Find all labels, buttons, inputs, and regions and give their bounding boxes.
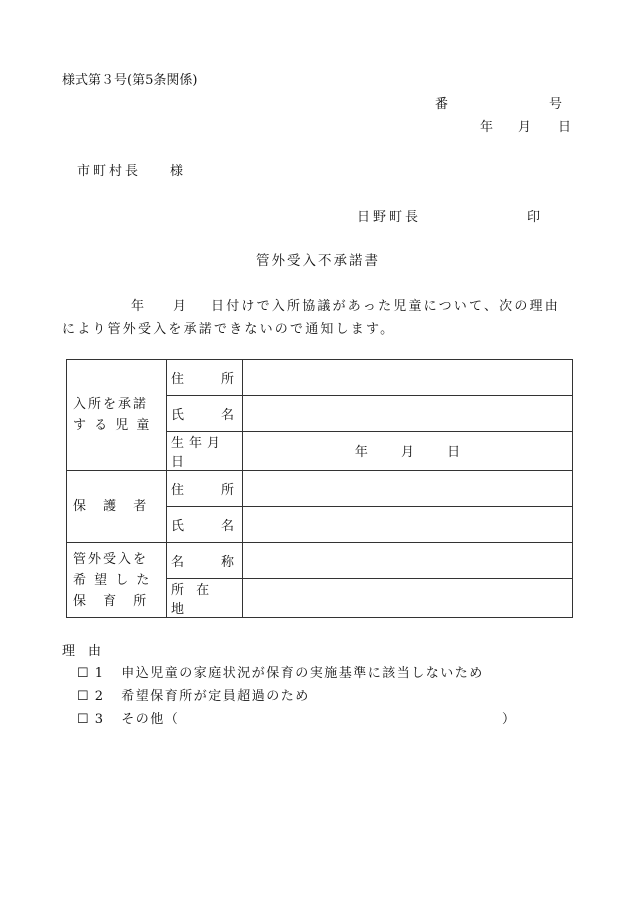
date-day: 日: [558, 120, 572, 135]
sender-name: 日野町長: [357, 210, 422, 225]
table-row: [67, 360, 573, 396]
location-label: 所 在 地: [167, 579, 243, 618]
body-text-line1: 日付けで入所協議があった児童について、次の理由: [211, 299, 560, 314]
reason-text-2: 希望保育所が定員超過のため: [121, 689, 310, 704]
name-label-a: 氏: [171, 519, 185, 534]
address-label-a: 住: [171, 372, 185, 387]
number-label: 番: [435, 97, 449, 112]
guardian-address-field[interactable]: [243, 471, 573, 507]
name-label-b: 名: [220, 519, 234, 534]
child-group-line2: す る 児 童: [73, 418, 152, 433]
facility-name-label: [167, 543, 243, 579]
body-month: 月: [173, 299, 187, 314]
reason-item-1: [77, 662, 484, 681]
nursery-group-line1: 管外受入を: [73, 551, 149, 567]
child-name-label: [167, 396, 243, 432]
child-dob-field[interactable]: [243, 432, 573, 471]
reason-item-2: [77, 685, 310, 704]
guardian-address-label: [167, 471, 243, 507]
guardian-name-label: [167, 507, 243, 543]
reason-checkbox-2[interactable]: ☐: [77, 689, 89, 704]
date-month: 月: [518, 120, 532, 135]
dob-day: 日: [447, 445, 461, 460]
child-address-field[interactable]: [243, 360, 573, 396]
facility-label-b: 称: [220, 555, 234, 570]
facility-label-a: 名: [171, 555, 185, 570]
reason-num-1: 1: [94, 666, 104, 681]
table-row: [67, 471, 573, 507]
facility-name-field[interactable]: [243, 543, 573, 579]
reason-item-3: [77, 708, 179, 727]
body-year: 年: [131, 299, 145, 314]
body-text-line2: により管外受入を承諾できないので通知します。: [62, 322, 396, 337]
table-row: [67, 543, 573, 579]
nursery-group-line3: 保 育 所: [73, 593, 147, 609]
reason-num-3: 3: [94, 712, 104, 727]
addressee-mayor: 市町村長: [77, 164, 142, 179]
reason-text-3: その他（: [121, 712, 180, 727]
guardian-group-text: 保 護 者: [73, 499, 147, 514]
child-group-line1: 入所を承諾: [73, 397, 149, 412]
nursery-group-line2: 希 望 し た: [73, 572, 152, 588]
reason-other-close: ）: [502, 712, 516, 727]
dob-year: 年: [354, 445, 368, 460]
child-address-label: [167, 360, 243, 396]
child-group-label: [67, 360, 167, 471]
name-label-a: 氏: [171, 408, 185, 423]
guardian-group-label: [67, 471, 167, 543]
nursery-group-label: [67, 543, 167, 618]
addressee-honorific: 様: [170, 164, 184, 179]
date-year: 年: [480, 120, 494, 135]
address-label-b: 所: [220, 483, 234, 498]
name-label-b: 名: [220, 408, 234, 423]
consent-table: [66, 359, 573, 618]
document-title: 管外受入不承諾書: [256, 253, 380, 269]
reasons-heading: 理 由: [62, 644, 102, 659]
location-field[interactable]: [243, 579, 573, 618]
number-suffix: 号: [549, 97, 563, 112]
reason-text-1: 申込児童の家庭状況が保育の実施基準に該当しないため: [121, 666, 484, 681]
seal-mark: 印: [527, 210, 541, 225]
reason-checkbox-3[interactable]: ☐: [77, 712, 89, 727]
reason-checkbox-1[interactable]: ☐: [77, 666, 89, 681]
child-dob-label: 生年月日: [167, 432, 243, 471]
address-label-b: 所: [220, 372, 234, 387]
dob-month: 月: [400, 445, 414, 460]
address-label-a: 住: [171, 483, 185, 498]
child-name-field[interactable]: [243, 396, 573, 432]
reason-num-2: 2: [94, 689, 104, 704]
guardian-name-field[interactable]: [243, 507, 573, 543]
form-number: 様式第３号(第5条関係): [62, 73, 198, 88]
